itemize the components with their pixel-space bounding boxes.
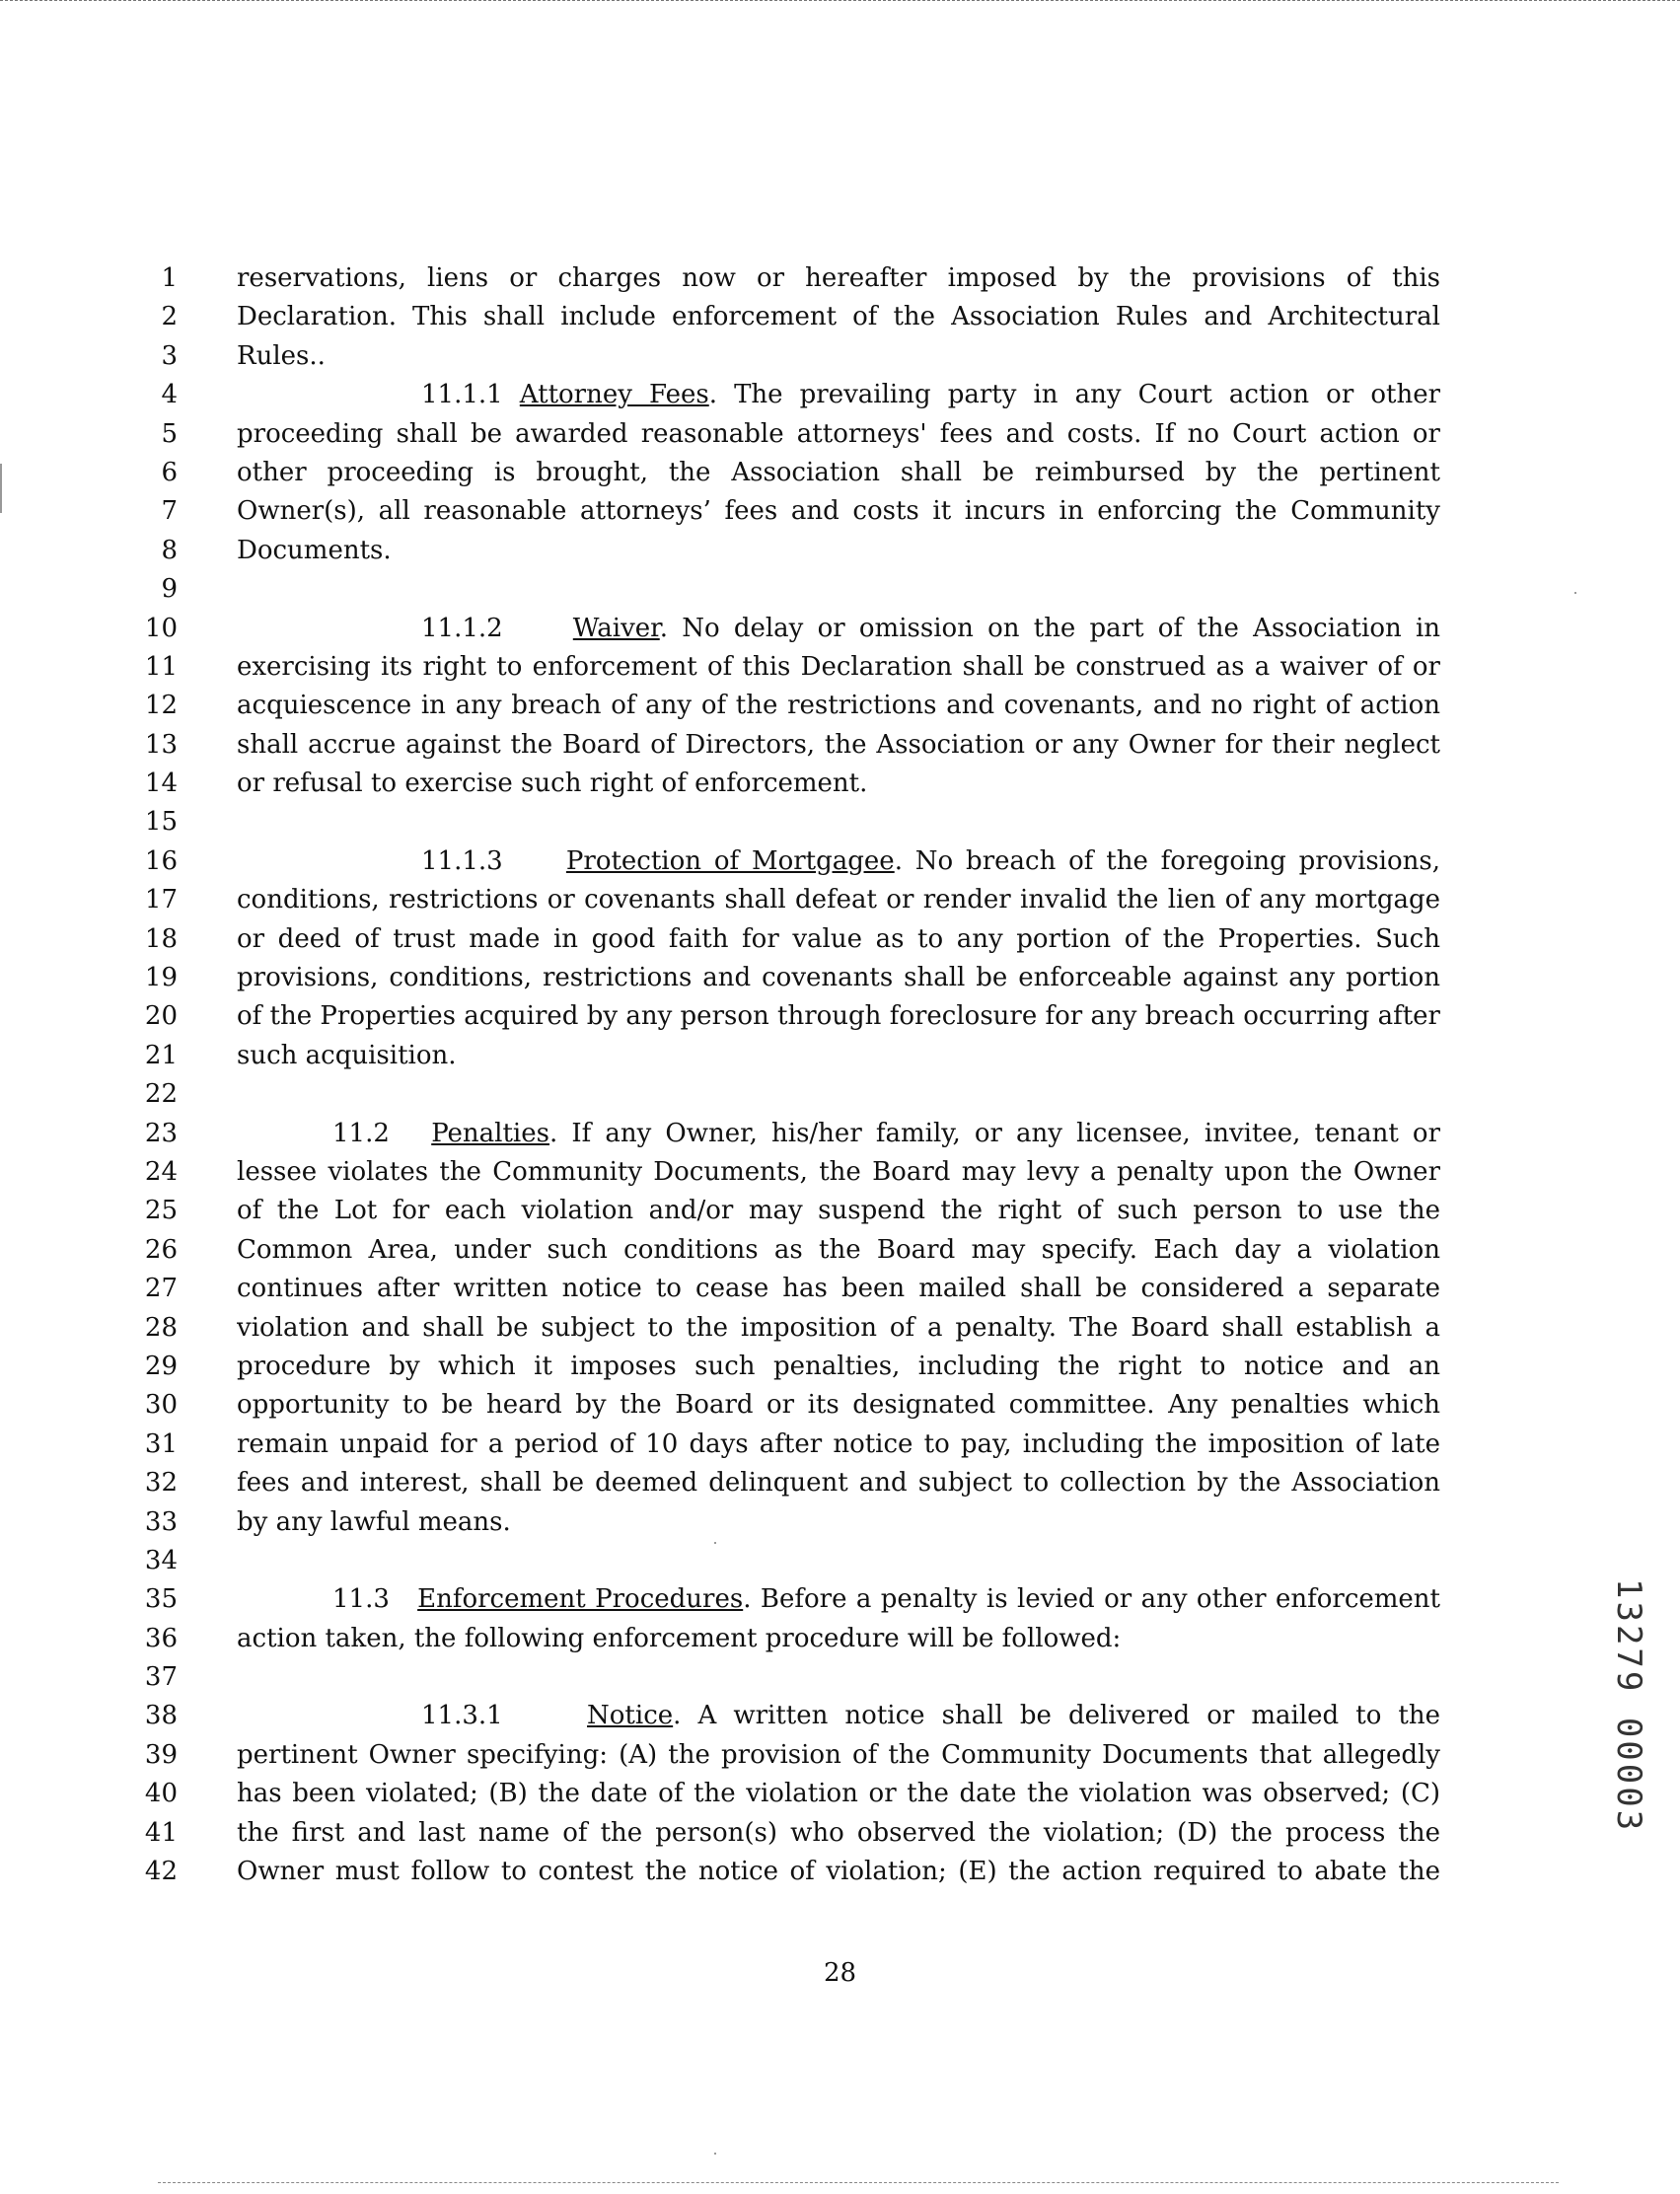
- text-line-11: exercising its right to enforcement of this Declaration shall be construed as a waiver of or: [237, 651, 1440, 682]
- line-number: 8: [161, 535, 178, 565]
- section-11-2-heading-line: [237, 1115, 1440, 1153]
- blank-line-34: [237, 1542, 1440, 1580]
- section-heading: Notice: [587, 1701, 674, 1731]
- section-number: 11.3.1: [421, 1701, 503, 1731]
- line-number: 37: [144, 1662, 178, 1693]
- line-number: 9: [161, 574, 178, 605]
- scan-speck: [714, 2153, 716, 2155]
- line-number: 41: [144, 1817, 178, 1848]
- line-number: 3: [161, 340, 178, 371]
- bates-stamp: [1493, 1578, 1680, 1834]
- line-number: 28: [144, 1312, 178, 1343]
- text-line-42: Owner must follow to contest the notice of violation; (E) the action required to abate the: [237, 1857, 1440, 1887]
- text-line-13: shall accrue against the Board of Directors, the Association or any Owner for their neglect: [237, 729, 1440, 760]
- blank-line-9: [237, 570, 1440, 609]
- line-number: 38: [144, 1701, 178, 1731]
- line-number: 40: [144, 1779, 178, 1809]
- line-number: 32: [144, 1468, 178, 1499]
- text-line-12: acquiescence in any breach of any of the restrictions and covenants, and no right of action: [237, 691, 1440, 721]
- section-text: . The prevailing party in any Court action or other: [708, 380, 1440, 410]
- line-number: 15: [144, 807, 178, 838]
- section-11-3-1-heading-line: [237, 1697, 1440, 1735]
- line-number: 17: [144, 885, 178, 915]
- line-number: 5: [161, 418, 178, 449]
- text-line-19: provisions, conditions, restrictions and covenants shall be enforceable against any portion: [237, 963, 1440, 993]
- text-line-32: fees and interest, shall be deemed delinquent and subject to collection by the Association: [237, 1468, 1440, 1499]
- text-line-39: pertinent Owner specifying: (A) the provision of the Community Documents that allegedly: [237, 1739, 1440, 1770]
- text-line-25: of the Lot for each violation and/or may suspend the right of such person to use the: [237, 1196, 1440, 1226]
- text-line-21: such acquisition.: [237, 1040, 457, 1070]
- line-number: 27: [144, 1274, 178, 1304]
- section-11-1-3-heading-line: [237, 842, 1440, 881]
- text-line-17: conditions, restrictions or covenants shall defeat or render invalid the lien of any mortgage: [237, 885, 1440, 915]
- text-line-31: remain unpaid for a period of 10 days after notice to pay, including the imposition of late: [237, 1428, 1440, 1459]
- line-number: 35: [144, 1584, 178, 1615]
- text-line-28: violation and shall be subject to the imposition of a penalty. The Board shall establish a: [237, 1312, 1440, 1343]
- section-11-1-2-heading-line: [237, 610, 1440, 648]
- line-number: 4: [161, 380, 178, 410]
- line-number: 2: [161, 302, 178, 332]
- text-line-33: by any lawful means.: [237, 1506, 511, 1537]
- blank-line-37: [237, 1658, 1440, 1697]
- section-number: 11.3: [332, 1584, 390, 1615]
- line-number: 34: [144, 1545, 178, 1575]
- text-line-3: Rules..: [237, 340, 326, 371]
- line-number: 7: [161, 496, 178, 527]
- section-text: . No delay or omission on the part of the Association in: [659, 613, 1440, 643]
- scan-top-edge: [0, 0, 1680, 1]
- line-number: 31: [144, 1428, 178, 1459]
- section-number: 11.1.2: [421, 613, 503, 643]
- text-line-36: action taken, the following enforcement procedure will be followed:: [237, 1623, 1122, 1653]
- text-line-8: Documents.: [237, 535, 392, 565]
- line-number: 21: [144, 1040, 178, 1070]
- text-line-6: other proceeding is brought, the Association shall be reimbursed by the pertinent: [237, 457, 1440, 487]
- blank-line-15: [237, 803, 1440, 841]
- section-heading: Enforcement Procedures: [417, 1584, 744, 1615]
- line-number: 14: [144, 768, 178, 799]
- section-heading: Waiver: [572, 613, 660, 643]
- text-line-18: or deed of trust made in good faith for value as to any portion of the Properties. Such: [237, 923, 1440, 954]
- line-number: 12: [144, 691, 178, 721]
- line-number: 24: [144, 1156, 178, 1187]
- section-text: . If any Owner, his/her family, or any licensee, invitee, tenant or: [548, 1118, 1440, 1148]
- section-heading: Protection of Mortgagee: [565, 845, 895, 876]
- text-line-5: proceeding shall be awarded reasonable attorneys' fees and costs. If no Court action or: [237, 418, 1440, 449]
- text-line-40: has been violated; (B) the date of the violation or the date the violation was observed; (C): [237, 1779, 1440, 1809]
- scan-left-mark: [0, 464, 7, 513]
- line-number: 13: [144, 729, 178, 760]
- blank-line-22: [237, 1075, 1440, 1114]
- line-number: 29: [144, 1351, 178, 1381]
- text-line-7: Owner(s), all reasonable attorneys’ fees and costs it incurs in enforcing the Community: [237, 496, 1440, 527]
- section-text: . No breach of the foregoing provisions,: [894, 845, 1440, 876]
- text-line-1: reservations, liens or charges now or hereafter imposed by the provisions of this: [237, 263, 1440, 293]
- text-line-24: lessee violates the Community Documents, the Board may levy a penalty upon the Owner: [237, 1156, 1440, 1187]
- section-text: . A written notice shall be delivered or mailed to the: [673, 1701, 1440, 1731]
- line-number: 26: [144, 1234, 178, 1265]
- section-heading: Attorney Fees: [519, 380, 709, 410]
- section-number: 11.2: [332, 1118, 390, 1148]
- page-number: 28: [823, 1958, 857, 1988]
- section-text: . Before a penalty is levied or any other enforcement: [743, 1584, 1440, 1615]
- document-body: [237, 259, 1440, 1891]
- line-number-column: [99, 259, 178, 1891]
- line-number: 23: [144, 1118, 178, 1148]
- text-line-2: Declaration. This shall include enforcement of the Association Rules and Architectural: [237, 302, 1440, 332]
- line-number: 33: [144, 1506, 178, 1537]
- section-number: 11.1.3: [421, 845, 503, 876]
- line-number: 18: [144, 923, 178, 954]
- line-number: 30: [144, 1390, 178, 1421]
- line-number: 1: [161, 263, 178, 293]
- line-number: 16: [144, 845, 178, 876]
- scan-speck: [714, 1542, 716, 1544]
- text-line-41: the first and last name of the person(s) who observed the violation; (D) the process the: [237, 1817, 1440, 1848]
- section-number: 11.1.1: [421, 380, 503, 410]
- line-number: 20: [144, 1001, 178, 1032]
- text-line-20: of the Properties acquired by any person through foreclosure for any breach occurring after: [237, 1001, 1440, 1032]
- line-number: 36: [144, 1623, 178, 1653]
- line-number: 25: [144, 1196, 178, 1226]
- section-heading: Penalties: [431, 1118, 549, 1148]
- line-number: 10: [144, 613, 178, 643]
- text-line-29: procedure by which it imposes such penalties, including the right to notice and an: [237, 1351, 1440, 1381]
- bates-number: 13279 00003: [1609, 1578, 1648, 1834]
- text-line-30: opportunity to be heard by the Board or its designated committee. Any penalties which: [237, 1390, 1440, 1421]
- scan-speck: [1574, 592, 1576, 594]
- section-11-1-1-heading-line: [237, 376, 1440, 414]
- line-number: 22: [144, 1079, 178, 1110]
- line-number: 11: [144, 651, 178, 682]
- line-number: 19: [144, 963, 178, 993]
- text-line-27: continues after written notice to cease has been mailed shall be considered a separate: [237, 1274, 1440, 1304]
- line-number: 42: [144, 1857, 178, 1887]
- text-line-14: or refusal to exercise such right of enforcement.: [237, 768, 868, 799]
- line-number: 39: [144, 1739, 178, 1770]
- text-line-26: Common Area, under such conditions as the Board may specify. Each day a violation: [237, 1234, 1440, 1265]
- section-11-3-heading-line: [237, 1580, 1440, 1619]
- line-number: 6: [161, 457, 178, 487]
- scan-bottom-edge: [158, 2182, 1559, 2183]
